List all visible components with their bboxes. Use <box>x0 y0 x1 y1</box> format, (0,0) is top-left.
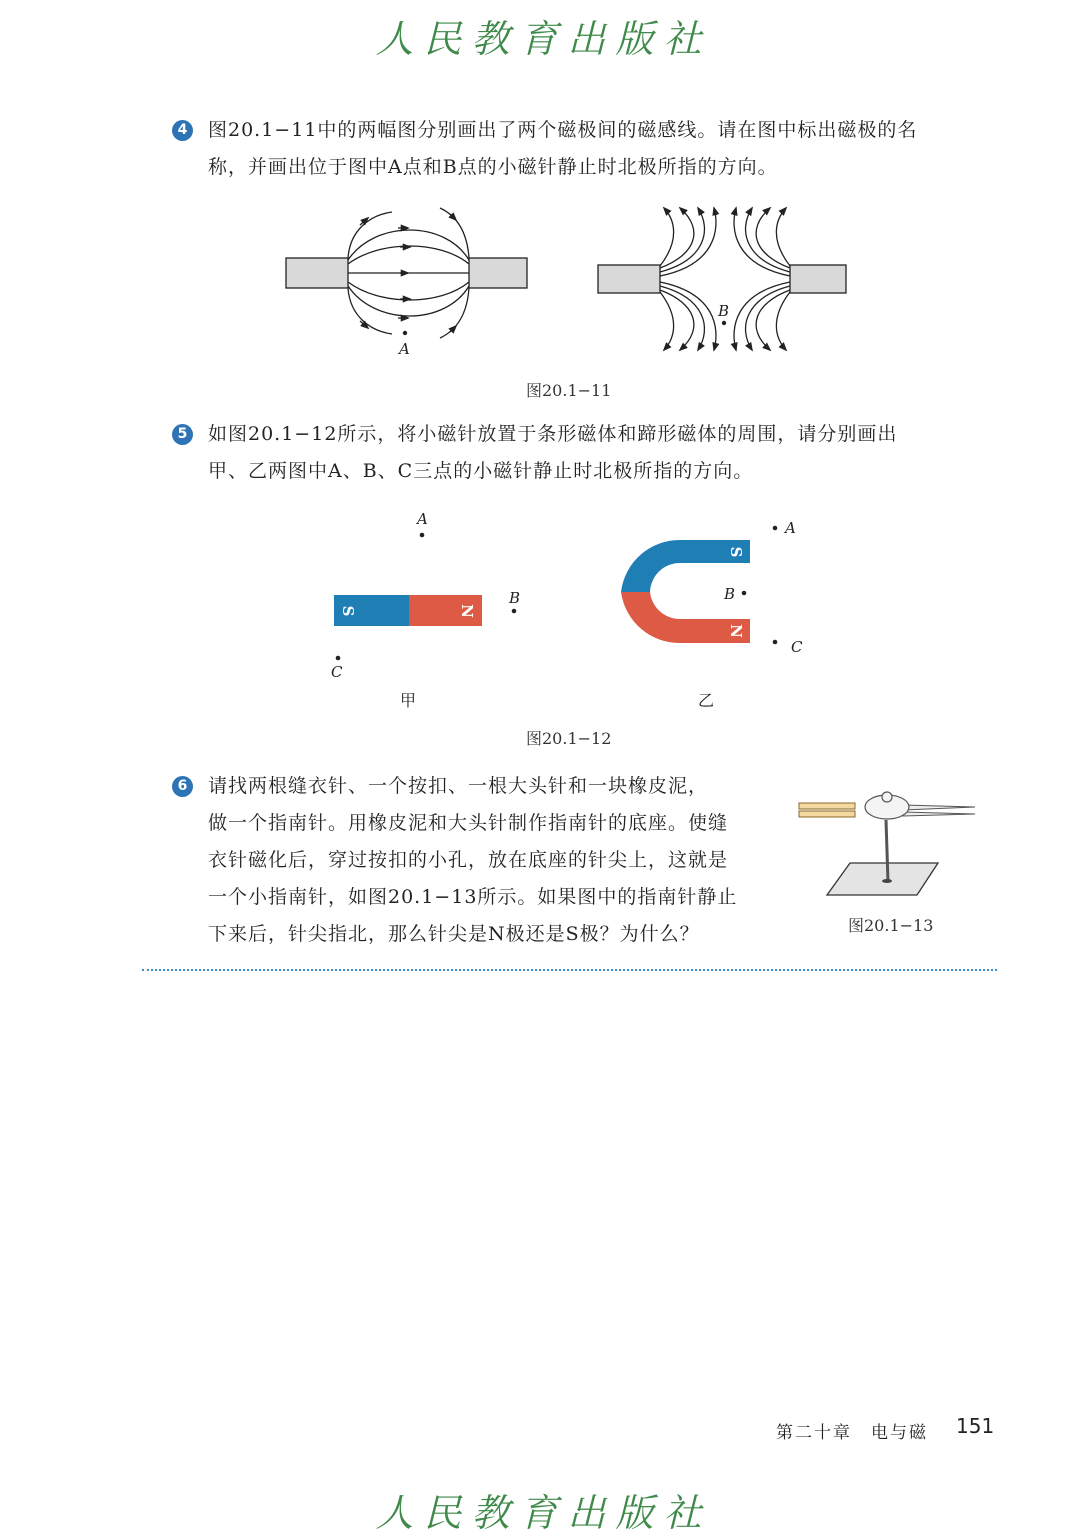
question-5-line-2: 甲、乙两图中A、B、C三点的小磁针静止时北极所指的方向。 <box>208 460 754 482</box>
figure-caption-20-1-13: 图20.1−13 <box>848 916 934 935</box>
question-5-line-1: 如图20.1−12所示，将小磁针放置于条形磁体和蹄形磁体的周围，请分别画出 <box>208 423 898 445</box>
like-poles-diagram <box>598 208 846 350</box>
question-6-line-3: 衣针磁化后，穿过按扣的小孔，放在底座的针尖上，这就是 <box>208 849 729 871</box>
question-4 <box>172 112 982 186</box>
pin <box>886 820 888 882</box>
question-number-4: 4 <box>172 120 193 141</box>
label-yi: 乙 <box>698 691 715 710</box>
horseshoe-n-label: N <box>727 624 745 638</box>
bar-point-a-label: A <box>417 510 428 528</box>
chapter-title: 第二十章 电与磁 <box>776 1423 928 1443</box>
figure-20-1-12 <box>320 505 820 715</box>
question-6 <box>172 768 792 953</box>
horse-point-c-label: C <box>791 638 803 656</box>
point-b-label: B <box>718 302 730 320</box>
question-4-line-2: 称，并画出位于图中A点和B点的小磁针静止时北极所指的方向。 <box>208 156 778 178</box>
bar-point-b-dot <box>512 609 517 614</box>
page-number: 151 <box>956 1414 995 1438</box>
point-b-dot <box>722 321 726 325</box>
magnet-pole-right-2 <box>790 265 846 293</box>
magnet-pole-left <box>286 258 348 288</box>
figure-caption-20-1-11: 图20.1−11 <box>526 381 612 400</box>
horse-point-b-label: B <box>724 585 736 603</box>
question-number-5: 5 <box>172 424 193 445</box>
question-number-6: 6 <box>172 776 193 797</box>
publisher-logo-top: 人民教育出版社 <box>375 17 712 61</box>
figure-caption-20-1-12: 图20.1−12 <box>526 729 612 748</box>
question-6-line-2: 做一个指南针。用橡皮泥和大头针制作指南针的底座。使缝 <box>208 812 729 834</box>
magnet-pole-right <box>469 258 527 288</box>
question-6-line-1: 请找两根缝衣针、一个按扣、一根大头针和一块橡皮泥， <box>208 775 709 797</box>
figure-20-1-13-compass-illustration <box>795 785 980 900</box>
bar-point-c-label: C <box>331 663 343 681</box>
publisher-logo-bottom: 人民教育出版社 <box>375 1491 712 1535</box>
section-divider <box>142 969 997 971</box>
label-jia: 甲 <box>400 691 417 710</box>
bar-point-a-dot <box>420 533 425 538</box>
figure-20-1-11 <box>280 200 860 370</box>
opposite-poles-diagram <box>286 208 527 338</box>
question-4-line-1: 图20.1−11中的两幅图分别画出了两个磁极间的磁感线。请在图中标出磁极的名 <box>208 119 918 141</box>
point-a-dot <box>403 331 407 335</box>
horseshoe-s-label: S <box>727 546 745 558</box>
bar-magnet-n-label: N <box>458 604 476 618</box>
base-plate <box>827 863 938 895</box>
question-6-line-4: 一个小指南针，如图20.1−13所示。如果图中的指南针静止 <box>208 886 738 908</box>
point-a-label: A <box>399 340 410 358</box>
question-6-line-5: 下来后，针尖指北，那么针尖是N极还是S极？为什么？ <box>208 923 700 945</box>
bar-point-b-label: B <box>509 589 521 607</box>
horse-point-a-label: A <box>785 519 796 537</box>
horse-point-a-dot <box>773 526 778 531</box>
question-5 <box>172 416 982 490</box>
horse-point-c-dot <box>773 640 778 645</box>
horse-point-b-dot <box>742 591 747 596</box>
bar-point-c-dot <box>336 656 341 661</box>
magnet-pole-left-2 <box>598 265 660 293</box>
bar-magnet-s-label: S <box>339 605 357 617</box>
